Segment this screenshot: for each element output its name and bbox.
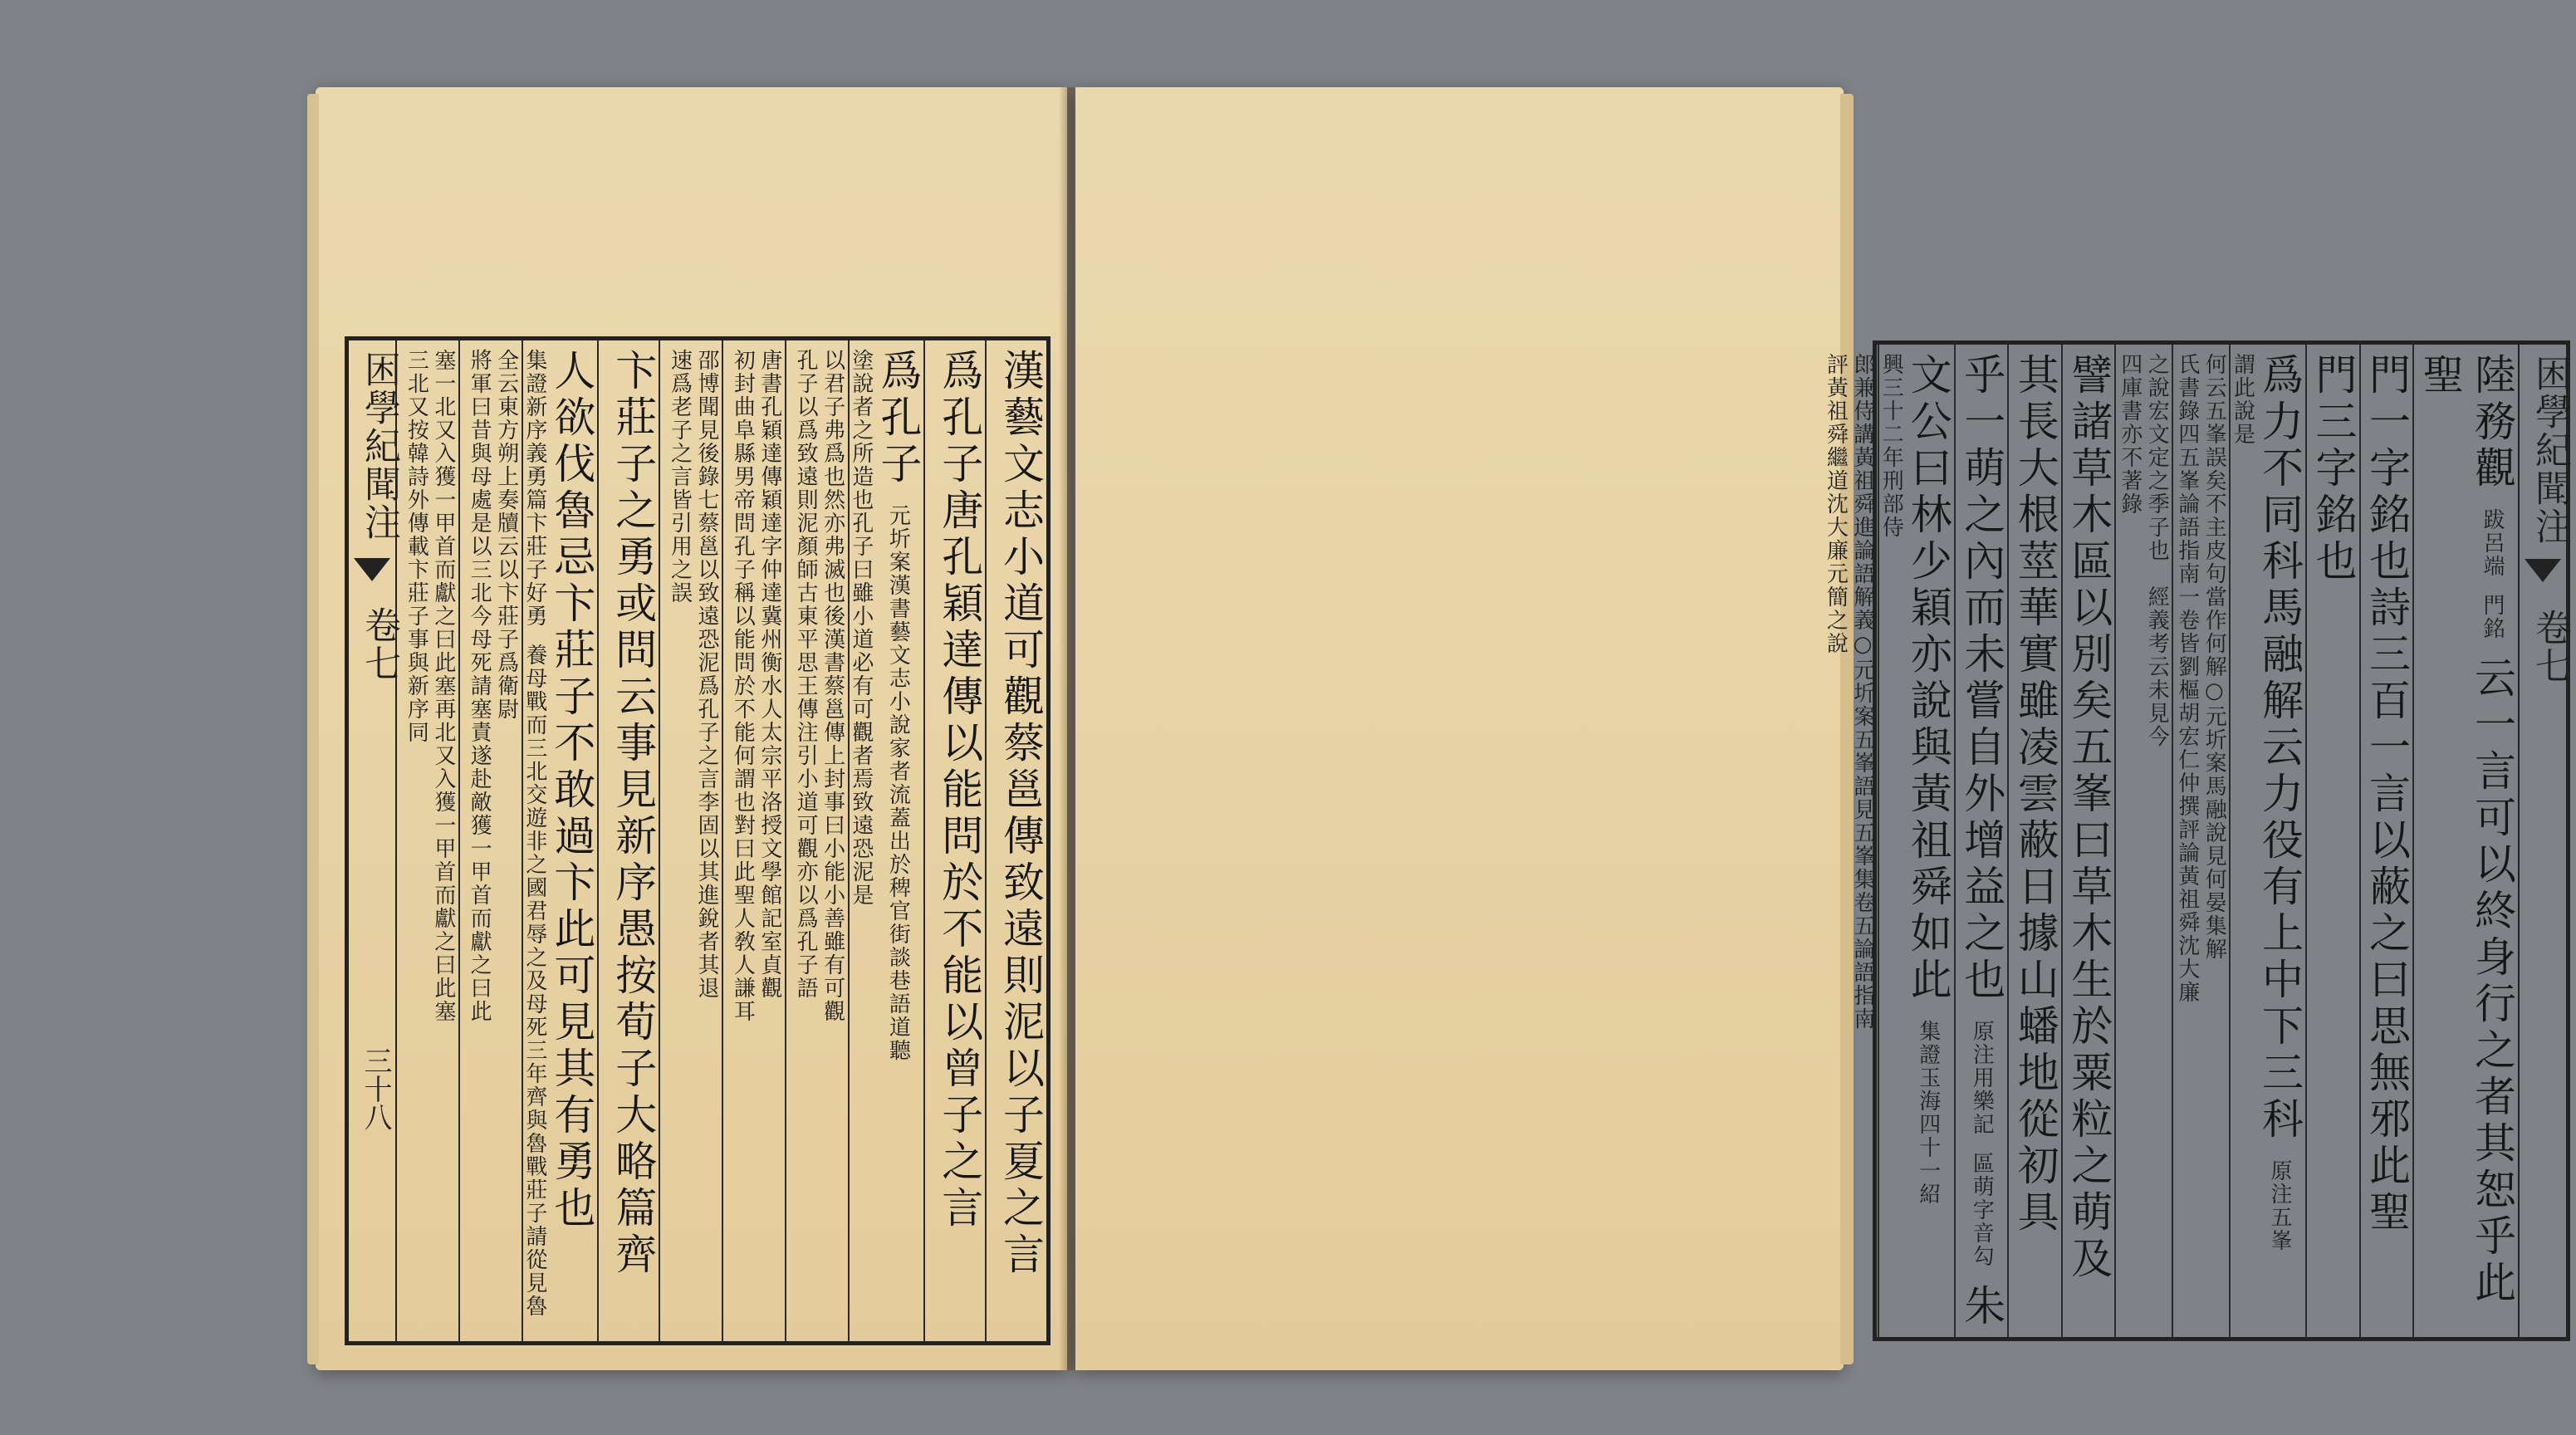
commentary-line: 全云東方朔上奏牘云以卞莊子爲衛尉 — [493, 349, 519, 721]
main-text: 爲力不同科馬融解云力役有上中下三科 — [2255, 353, 2304, 1144]
banxin-volume: 卷七 — [358, 606, 400, 683]
text-column — [848, 340, 924, 1341]
right-page — [1075, 87, 2571, 1370]
commentary-line: 跋呂端 — [2480, 508, 2505, 578]
text-column — [659, 340, 722, 1341]
left-text-columns — [397, 340, 1046, 1341]
banxin-title: 困學紀聞注 — [2529, 355, 2571, 546]
main-text: 譬諸草木區以別矣五峯曰草木生於粟粒之萌及 — [2064, 353, 2113, 1283]
text-column — [2305, 345, 2359, 1337]
commentary-line: 謂此說是 — [2230, 353, 2255, 446]
right-page-frame — [1823, 340, 2571, 1341]
banxin-volume: 卷七 — [2529, 609, 2571, 685]
commentary-line: 興三十二年刑部侍 — [1878, 353, 1904, 539]
main-text: 門三字銘也 — [2309, 353, 2358, 585]
main-text: 乎一萌之內而未嘗自外增益之也 — [1957, 353, 2006, 1004]
commentary-line: 原注用樂記 — [1969, 1020, 1995, 1136]
commentary-line: 塞一北又入獲一甲首而獻之曰此塞再北又入獲一甲首而獻之曰此塞 — [430, 349, 456, 1023]
text-column — [2412, 345, 2518, 1337]
text-column — [785, 340, 848, 1341]
text-column — [722, 340, 785, 1341]
main-text: 漢藝文志小道可觀蔡邕傳致遠則泥以子夏之言 — [997, 349, 1045, 1279]
fish-tail-icon — [354, 558, 390, 581]
commentary-line: 塗說者之所造也孔子曰雖小道必有可觀者焉致遠恐泥是 — [848, 349, 874, 907]
text-column — [458, 340, 522, 1341]
left-page — [316, 87, 1067, 1370]
text-column — [2229, 345, 2305, 1337]
left-page-frame — [345, 336, 1050, 1345]
text-column — [2061, 345, 2115, 1337]
text-column — [2114, 345, 2172, 1337]
main-text: 爲孔子 — [874, 349, 923, 488]
text-column — [1878, 345, 1954, 1337]
commentary-line: 評黃祖舜繼道沈大廉元簡之說 — [1823, 353, 1849, 655]
commentary-line: 四庫書亦不著錄 — [2117, 353, 2143, 516]
commentary-line: 以君子弗爲也然亦弗滅也後漢書蔡邕傳上封事曰小能小善雖有可觀 — [820, 349, 845, 1023]
commentary-line: 邵博聞見後錄七蔡邕以致遠恐泥爲孔子之言李固以其進銳者其退 — [694, 349, 720, 1000]
right-banxin — [2518, 345, 2571, 1337]
commentary-line: 之說宏文定之季子也 經義考云未見今 — [2144, 353, 2170, 748]
commentary-line: 唐書孔穎達傳穎達字仲達冀州衡水人太宗平洛授文學館記室貞觀 — [757, 349, 782, 1000]
fish-tail-icon — [2525, 559, 2561, 582]
left-banxin — [349, 340, 400, 1341]
commentary-line: 郎兼侍講黃祖舜進論語解義○元圻案五峯語見五峯集卷五論語指南 — [1849, 353, 1875, 1031]
banxin-title: 困學紀聞注 — [358, 350, 400, 541]
commentary-line: 集證玉海四十一紹 — [1915, 1020, 1941, 1206]
open-book — [316, 87, 2571, 1370]
main-text: 陸務觀 — [2468, 353, 2516, 492]
text-column — [2007, 345, 2061, 1337]
commentary-line: 速爲老子之言皆引用之誤 — [667, 349, 693, 605]
commentary-line: 集證新序義勇篇卞莊子好勇 — [522, 349, 547, 628]
commentary-line: 氏書錄四五峯論語指南一卷皆劉樞胡宏仁仲撰評論黃祖舜沈大廉 — [2174, 353, 2200, 1004]
main-text: 朱 — [1957, 1284, 2006, 1330]
main-text: 其長大根莖華實雖凌雲蔽日據山蟠地從初具 — [2010, 353, 2059, 1237]
text-column — [923, 340, 985, 1341]
commentary-line: 何云五峯誤矣不主皮句當作何解○元圻案馬融說見何晏集解 — [2201, 353, 2227, 961]
right-text-columns — [1823, 345, 2518, 1337]
text-column — [2359, 345, 2413, 1337]
main-text: 門一字銘也詩三百一言以蔽之曰思無邪此聖 — [2363, 353, 2411, 1237]
text-column — [1822, 345, 1878, 1337]
commentary-line: 元圻案漢書藝文志小說家者流蓋出於稗官街談巷語道聽 — [885, 504, 911, 1062]
text-column — [597, 340, 659, 1341]
text-column — [397, 340, 458, 1341]
main-text: 文公曰林少穎亦說與黃祖舜如此 — [1903, 353, 1952, 1004]
text-column — [985, 340, 1046, 1341]
main-text: 云一言可以終身行之者其恕乎此聖 — [2416, 353, 2516, 1307]
commentary-line: 養母戰而三北交遊非之國君辱之及母死三年齊與魯戰莊子請從見魯 — [522, 644, 547, 1318]
text-column — [2172, 345, 2229, 1337]
commentary-line: 三北又按韓詩外傳載卞莊子事與新序同 — [404, 349, 429, 744]
commentary-line: 門銘 — [2480, 594, 2505, 640]
page-number: 三十八 — [359, 1046, 392, 1131]
commentary-line: 初封曲阜縣男帝問孔子稱以能問於不能何謂也對曰此聖人敎人謙耳 — [730, 349, 756, 1023]
commentary-line: 原注五峯 — [2267, 1159, 2292, 1252]
main-text: 人欲伐魯忌卞莊子不敢過卞此可見其有勇也 — [547, 349, 596, 1232]
page-edge — [307, 94, 319, 1364]
main-text: 卞莊子之勇或問云事見新序愚按荀子大略篇齊 — [609, 349, 658, 1279]
commentary-line: 將軍曰昔與母處是以三北今母死請塞責遂赴敵獲一甲首而獻之曰此 — [467, 349, 492, 1023]
commentary-line: 區萌字音勾 — [1969, 1152, 1995, 1268]
text-column — [522, 340, 598, 1341]
main-text: 爲孔子唐孔穎達傳以能問於不能以曾子之言 — [935, 349, 984, 1232]
commentary-line: 孔子以爲致遠則泥顏師古東平思王傳注引小道可觀亦以爲孔子語 — [793, 349, 819, 1000]
text-column — [1954, 345, 2008, 1337]
